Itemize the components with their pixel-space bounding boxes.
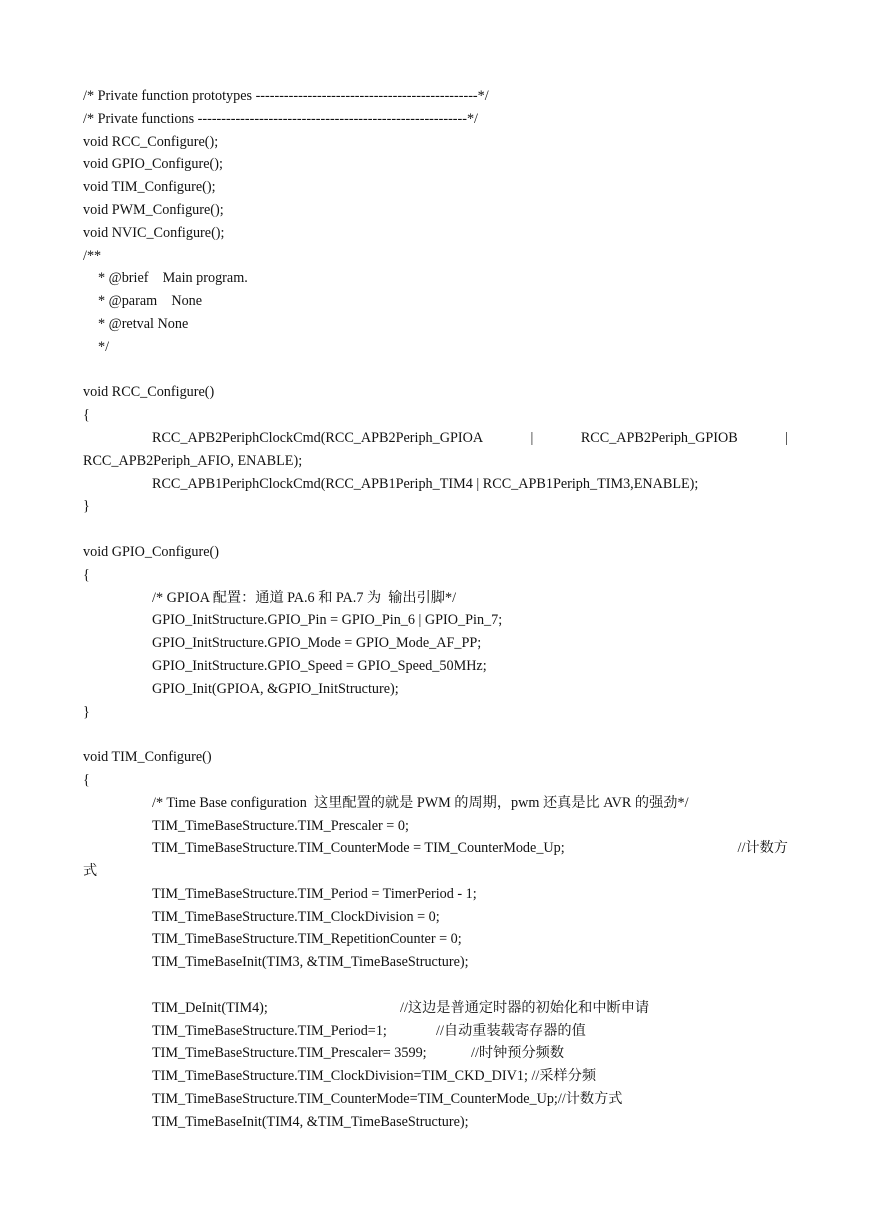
code-line: RCC_APB1PeriphClockCmd(RCC_APB1Periph_TIM4 | RCC_APB1Periph_TIM3,ENABLE);	[152, 475, 699, 492]
code-line: * @brief Main program.	[98, 270, 248, 287]
code-line: TIM_TimeBaseStructure.TIM_CounterMode=TIM_CounterMode_Up;//计数方式	[152, 1091, 623, 1108]
code-line: 式	[83, 863, 98, 880]
blank-line	[83, 974, 788, 997]
code-line: TIM_TimeBaseStructure.TIM_ClockDivision=TIM_CKD_DIV1; //采样分频	[152, 1068, 597, 1085]
code-line: void TIM_Configure()	[83, 749, 212, 766]
blank-line	[83, 359, 788, 382]
code-fragment: RCC_APB2Periph_GPIOB	[580, 429, 738, 446]
code-line-justified	[83, 427, 788, 450]
code-fragment: TIM_TimeBaseStructure.TIM_Prescaler= 3599;	[152, 1045, 427, 1062]
code-line: TIM_TimeBaseStructure.TIM_RepetitionCounter = 0;	[152, 931, 462, 948]
blank-line	[83, 723, 788, 746]
code-comment: //自动重装载寄存器的值	[436, 1022, 586, 1039]
code-line: }	[83, 498, 90, 515]
code-fragment: TIM_TimeBaseStructure.TIM_CounterMode = TIM_CounterMode_Up;	[152, 840, 565, 857]
code-comment: //这边是普通定时器的初始化和中断申请	[400, 999, 650, 1016]
code-fragment: RCC_APB2PeriphClockCmd(RCC_APB2Periph_GPIOA	[152, 429, 484, 446]
code-line: TIM_TimeBaseStructure.TIM_Period = TimerPeriod - 1;	[152, 885, 477, 902]
code-line: /**	[83, 247, 102, 264]
code-line: void TIM_Configure();	[83, 179, 216, 196]
blank-line	[83, 518, 788, 541]
code-line: void NVIC_Configure();	[83, 224, 225, 241]
code-line	[83, 997, 788, 1020]
code-line-justified	[83, 837, 788, 860]
code-line: {	[83, 566, 90, 583]
code-line	[83, 1020, 788, 1043]
code-line: GPIO_InitStructure.GPIO_Mode = GPIO_Mode_AF_PP;	[152, 635, 482, 652]
code-line	[83, 1042, 788, 1065]
code-fragment: TIM_DeInit(TIM4);	[152, 999, 268, 1016]
code-fragment: TIM_TimeBaseStructure.TIM_Period=1;	[152, 1022, 387, 1039]
code-comment: //计数方	[737, 840, 788, 857]
code-line: */	[98, 338, 110, 355]
code-line: void PWM_Configure();	[83, 201, 224, 218]
code-line: void GPIO_Configure();	[83, 156, 223, 173]
code-line: GPIO_InitStructure.GPIO_Pin = GPIO_Pin_6 | GPIO_Pin_7;	[152, 612, 503, 629]
code-line: {	[83, 771, 90, 788]
code-line: TIM_TimeBaseInit(TIM3, &TIM_TimeBaseStructure);	[152, 954, 469, 971]
code-line: void RCC_Configure();	[83, 133, 219, 150]
code-line: * @retval None	[98, 315, 189, 332]
code-line: TIM_TimeBaseStructure.TIM_Prescaler = 0;	[152, 817, 409, 834]
code-line: TIM_TimeBaseInit(TIM4, &TIM_TimeBaseStructure);	[152, 1113, 469, 1130]
code-line: {	[83, 407, 90, 424]
code-line: * @param None	[98, 293, 203, 310]
code-line: TIM_TimeBaseStructure.TIM_ClockDivision = 0;	[152, 908, 440, 925]
code-comment: //时钟预分频数	[471, 1045, 565, 1062]
code-listing	[83, 85, 788, 1134]
code-line: GPIO_Init(GPIOA, &GPIO_InitStructure);	[152, 680, 399, 697]
code-line: /* Time Base configuration 这里配置的就是 PWM 的周期，pwm 还真是比 AVR 的强劲*/	[152, 794, 689, 811]
code-line: void RCC_Configure()	[83, 384, 215, 401]
code-line: RCC_APB2Periph_AFIO, ENABLE);	[83, 452, 303, 469]
code-line: void GPIO_Configure()	[83, 543, 219, 560]
code-line: GPIO_InitStructure.GPIO_Speed = GPIO_Speed_50MHz;	[152, 657, 487, 674]
code-fragment: |	[785, 429, 788, 446]
code-line: }	[83, 703, 90, 720]
code-fragment: |	[530, 429, 534, 446]
code-line: /* Private functions ---------------------------------------------------------*/	[83, 110, 478, 127]
code-line: /* Private function prototypes -----------------------------------------------*/	[83, 88, 489, 104]
code-line: /* GPIOA 配置：通道 PA.6 和 PA.7 为 输出引脚*/	[152, 589, 457, 606]
